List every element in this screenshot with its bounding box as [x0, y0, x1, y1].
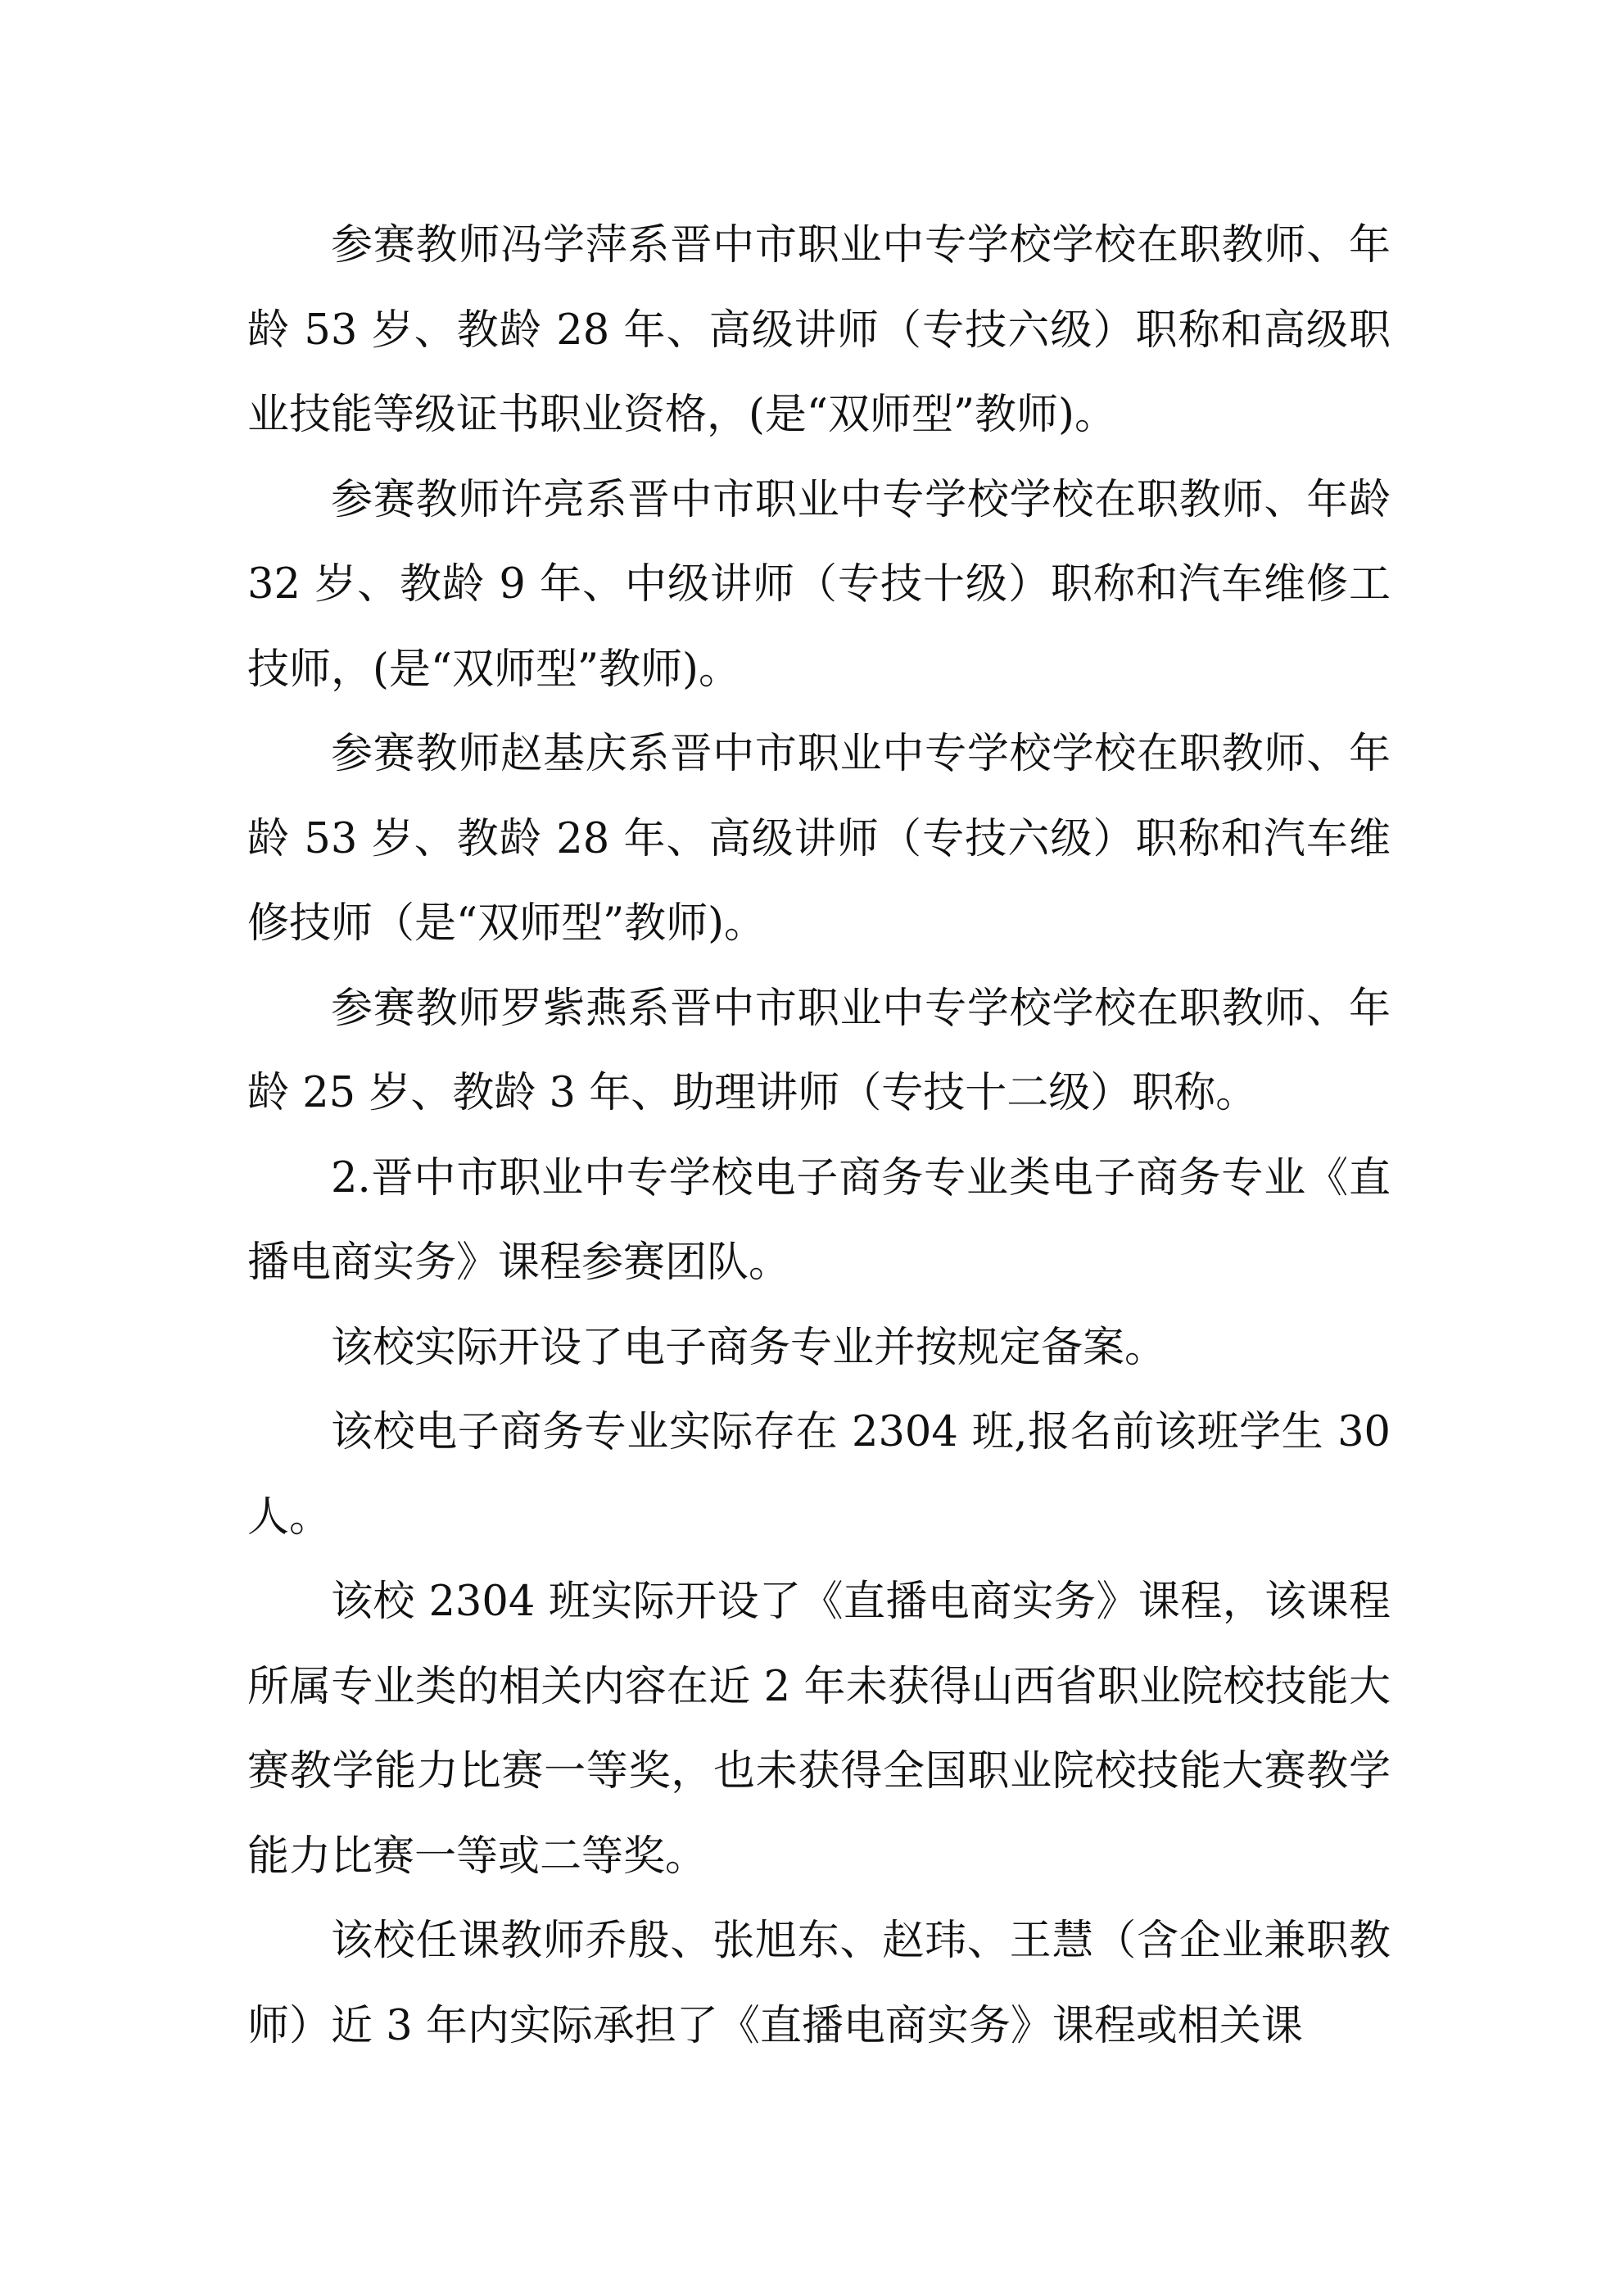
paragraph-course-teachers: 该校任课教师乔殷、张旭东、赵玮、王慧（含企业兼职教师）近 3 年内实际承担了《直播电商实务》课程或相关课 — [247, 1917, 1391, 2050]
paragraph-class-size: 该校电子商务专业实际存在 2304 班,报名前该班学生 30 人。 — [247, 1408, 1391, 1542]
paragraph-section-2-heading: 2.晋中市职业中专学校电子商务专业类电子商务专业《直播电商实务》课程参赛团队。 — [247, 1153, 1391, 1287]
paragraph-course-awards: 该校 2304 班实际开设了《直播电商实务》课程，该课程所属专业类的相关内容在近 2 年未获得山西省职业院校技能大赛教学能力比赛一等奖，也未获得全国职业院校技能大赛教学能力比赛一等或二等奖。 — [247, 1578, 1391, 1881]
paragraph-teacher-zhao: 参赛教师赵基庆系晋中市职业中专学校学校在职教师、年龄 53 岁、教龄 28 年、高级讲师（专技六级）职称和汽车维修技师（是“双师型”教师)。 — [247, 730, 1391, 948]
paragraph-teacher-feng: 参赛教师冯学萍系晋中市职业中专学校学校在职教师、年龄 53 岁、教龄 28 年、高级讲师（专技六级）职称和高级职业技能等级证书职业资格，(是“双师型”教师)。 — [247, 221, 1391, 439]
document-body — [247, 203, 1391, 2068]
paragraph-major-setup: 该校实际开设了电子商务专业并按规定备案。 — [331, 1323, 1167, 1372]
paragraph-teacher-xu: 参赛教师许亮系晋中市职业中专学校学校在职教师、年龄 32 岁、教龄 9 年、中级讲师（专技十级）职称和汽车维修工技师，(是“双师型”教师)。 — [247, 475, 1391, 694]
paragraph-teacher-luo: 参赛教师罗紫燕系晋中市职业中专学校学校在职教师、年龄 25 岁、教龄 3 年、助理讲师（专技十二级）职称。 — [247, 984, 1391, 1117]
